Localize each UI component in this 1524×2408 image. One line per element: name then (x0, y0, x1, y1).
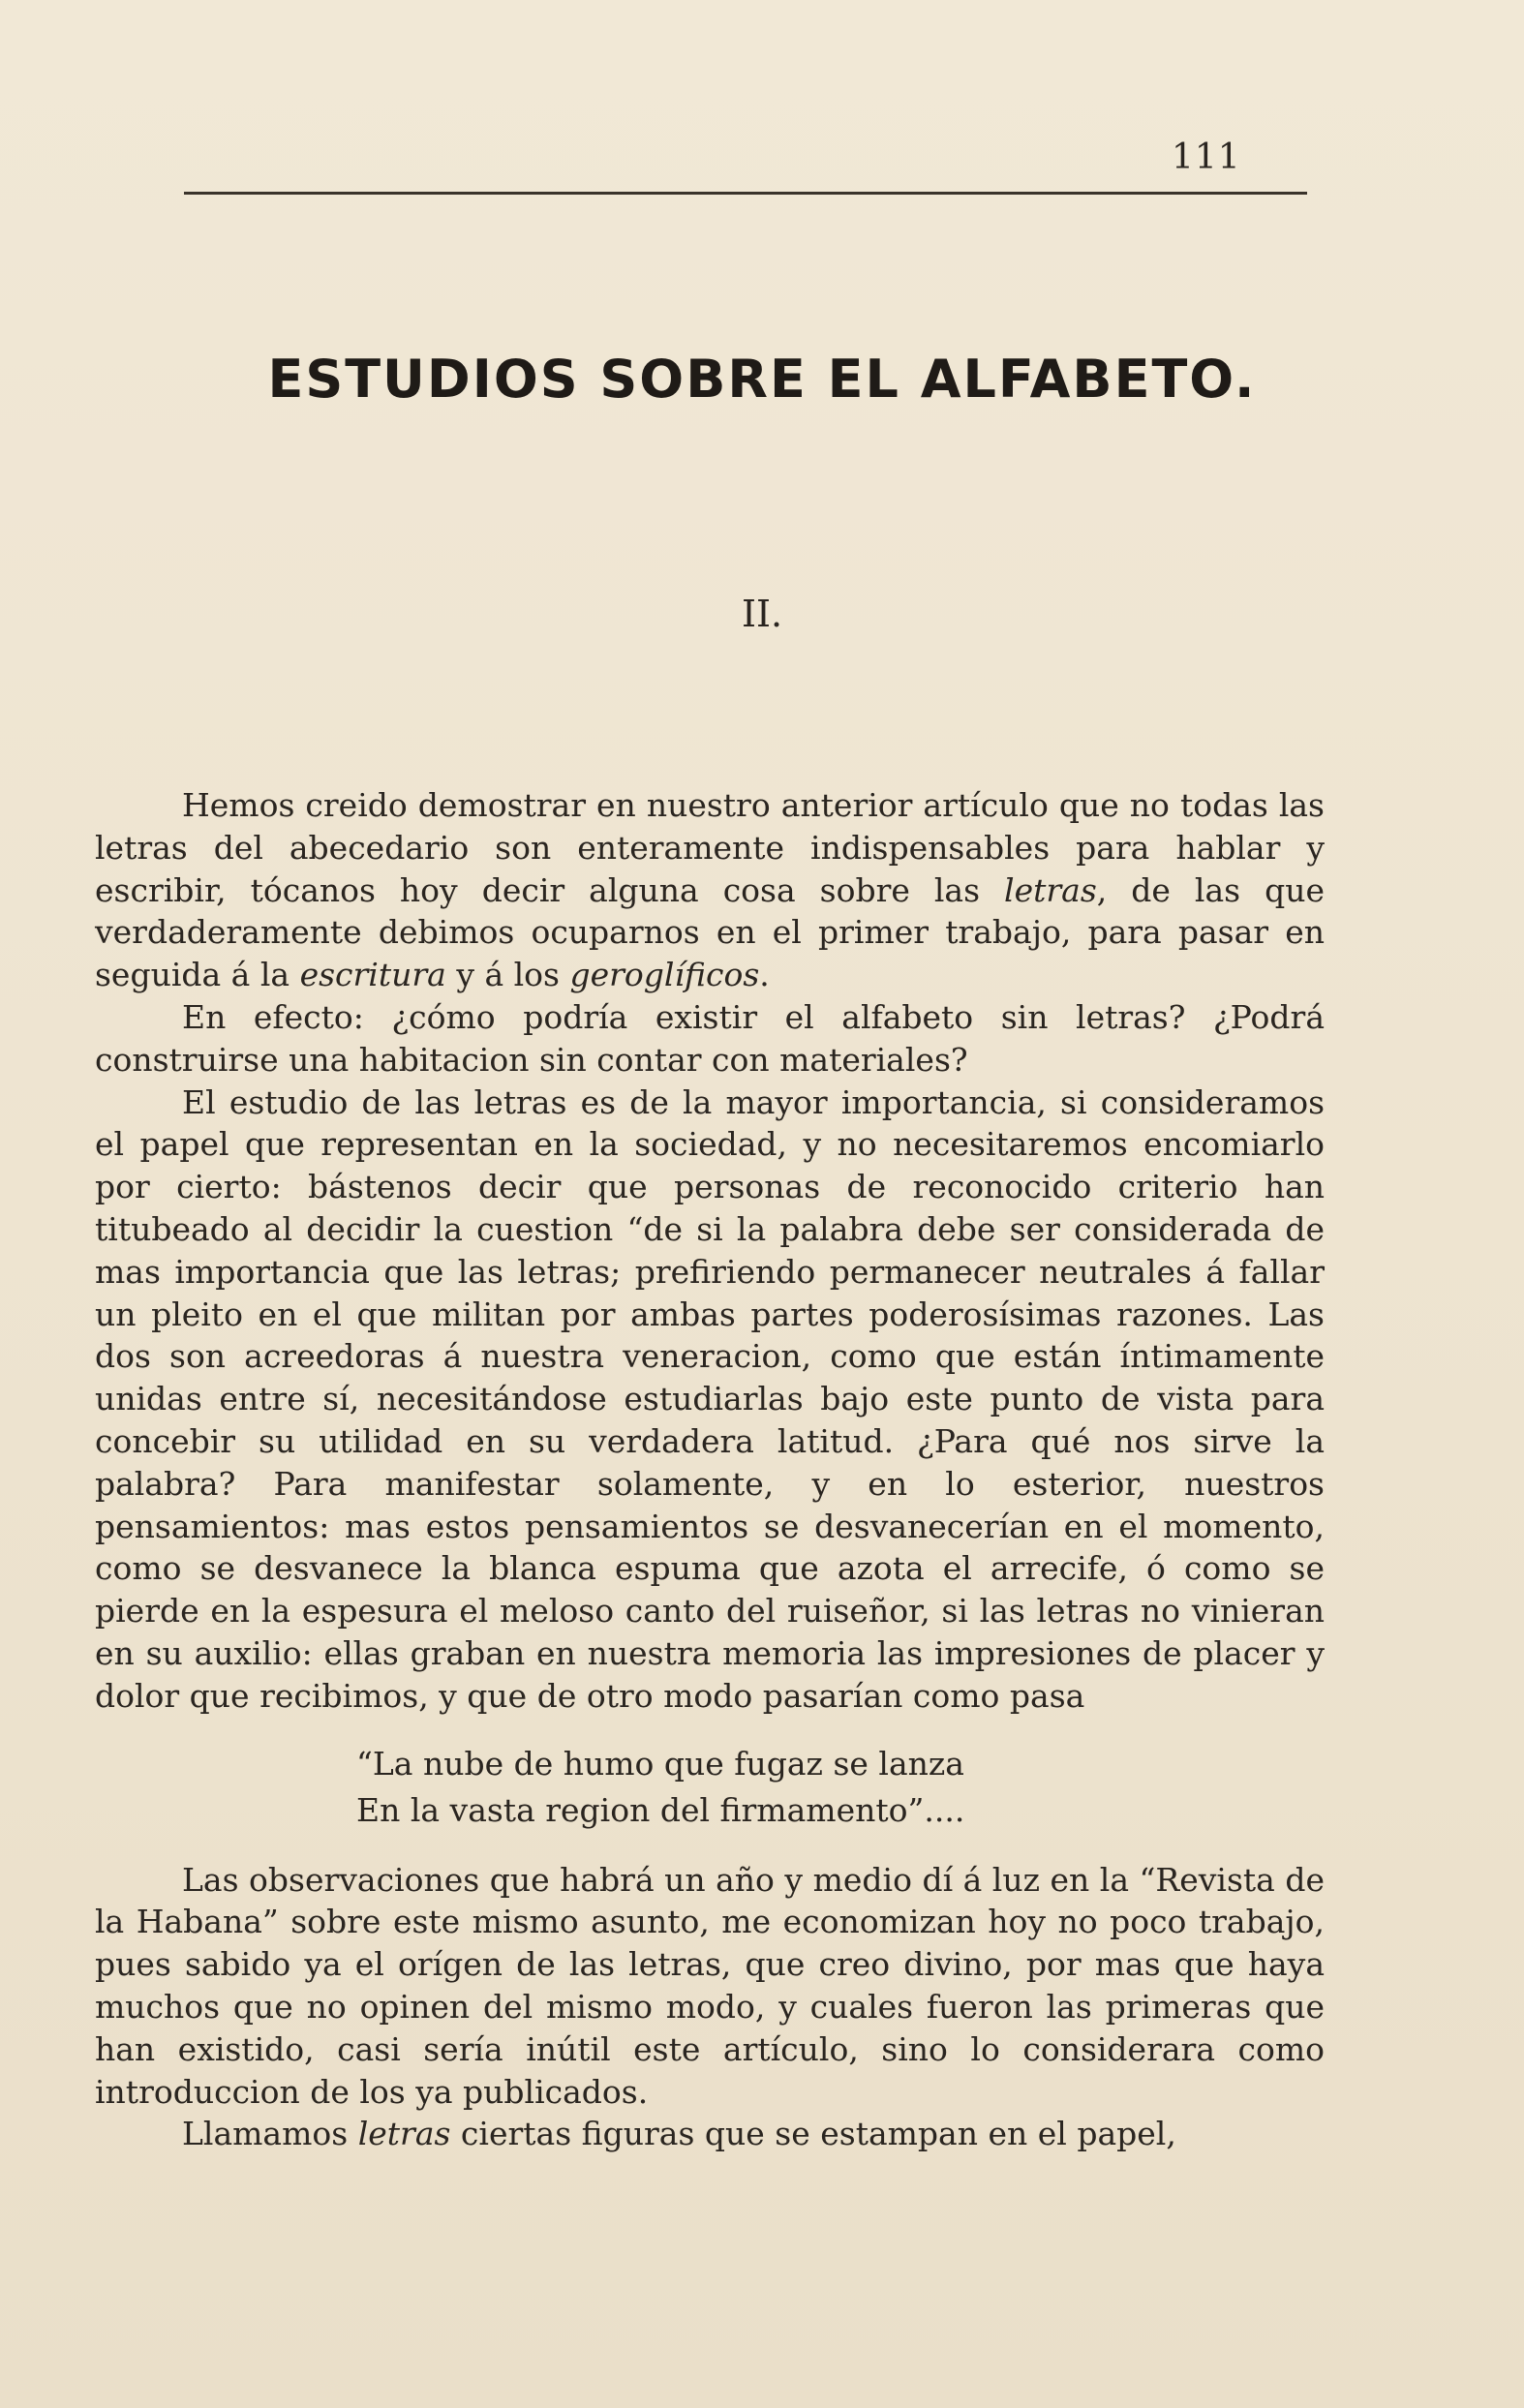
paragraph-3: El estudio de las letras es de la mayor importancia, si consideramos el papel que representan en la sociedad, y no necesitaremos encomiarlo por cierto: bástenos decir que personas de reconocido criterio han titubeado al decidir la cuestion “de si la palabra debe ser considerada de mas importancia que las letras; prefiriendo permanecer neutrales á fallar un pleito en el que militan por ambas partes poderosísimas razones. Las dos son acreedoras á nuestra veneracion, como que están íntimamente unidas entre sí, necesitándose estudiarlas bajo este punto de vista para concebir su utilidad en su verdadera latitud. ¿Para qué nos sirve la palabra? Para manifestar solamente, y en lo esterior, nuestros pensamientos: mas estos pensamientos se desvanecerían en el momento, como se desvanece la blanca espuma que azota el arrecife, ó como se pierde en la espesura el meloso canto del ruiseñor, si las letras no vinieran en su auxilio: ellas graban en nuestra memoria las impresiones de placer y dolor que recibimos, y que de otro modo pasarían como pasa (95, 1082, 1325, 1715)
paragraph-1-text-e: y á los (445, 956, 570, 994)
verse-line-2: En la vasta region del firmamento”.... (356, 1790, 965, 1829)
paragraph-5 (95, 2113, 1325, 2155)
paragraph-5-text-a: Llamamos (182, 2115, 358, 2153)
paragraph-1 (95, 784, 1325, 996)
paragraph-2: En efecto: ¿cómo podría existir el alfabeto sin letras? ¿Podrá construirse una habitacion sin contar con materiales? (95, 997, 1325, 1079)
emphasis-geroglificos: geroglíficos (569, 956, 760, 994)
verse-quote (95, 1741, 1325, 1834)
verse-line-1: “La nube de humo que fugaz se lanza (356, 1744, 964, 1783)
section-number: II. (741, 593, 783, 635)
page-number: 111 (1172, 137, 1241, 177)
paragraph-4: Las observaciones que habrá un año y medio dí á luz en la “Revista de la Habana” sobre este mismo asunto, me economizan hoy no poco trabajo, pues sabido ya el orígen de las letras, que creo divino, por mas que haya muchos que no opinen del mismo modo, y cuales fueron las primeras que han existido, casi sería inútil este artículo, sino lo considerara como introduccion de los ya publicados. (95, 1860, 1325, 2111)
paragraph-1-text-a: Hemos creido demostrar en nuestro anterior artículo que no todas las letras del abecedario son enteramente indispensables para hablar y escribir, tócanos hoy decir alguna cosa sobre las (95, 786, 1325, 909)
paragraph-1-text-c: , de las que verdaderamente debimos ocuparnos en el primer trabajo, para pasar en seguida á la (95, 870, 1325, 994)
paragraph-5-text-c: ciertas figuras que se estampan en el papel, (450, 2115, 1176, 2153)
paragraph-1-text-g: . (759, 956, 770, 994)
emphasis-letras-2: letras (357, 2115, 451, 2153)
article-body (95, 784, 1325, 2155)
article-title: ESTUDIOS SOBRE EL ALFABETO. (267, 349, 1257, 410)
emphasis-escritura: escritura (299, 956, 446, 994)
header-rule (184, 192, 1307, 195)
emphasis-letras: letras (1004, 870, 1097, 909)
